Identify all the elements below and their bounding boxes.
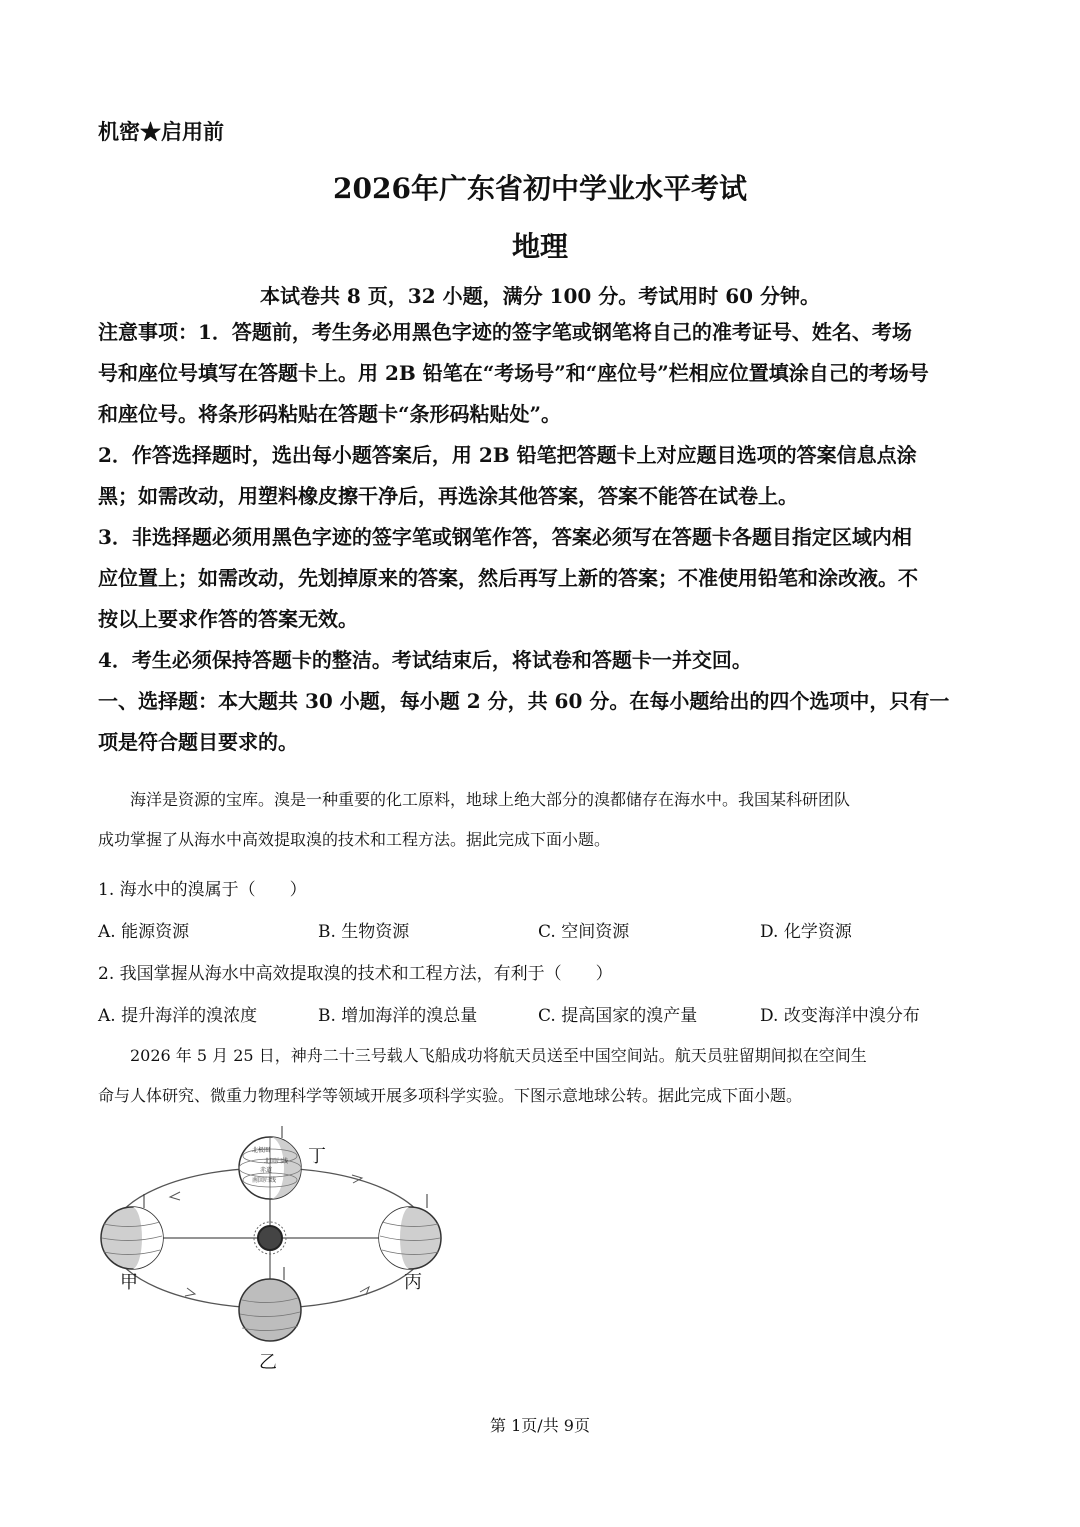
notice-line: 应位置上；如需改动，先划掉原来的答案，然后再写上新的答案；不准使用铅笔和涂改液。不 <box>98 566 918 590</box>
secret-mark: 机密★启用前 <box>98 119 224 144</box>
globe-text: 赤道 <box>260 1167 273 1174</box>
passage-line: 2026 年 5 月 25 日，神舟二十三号载人飞船成功将航天员送至中国空间站。航天员驻留期间拟在空间生 <box>98 1046 867 1065</box>
passage-line: 海洋是资源的宝库。溴是一种重要的化工原料，地球上绝大部分的溴都储存在海水中。我国某科研团队 <box>98 790 851 809</box>
question-1-stem: 1. 海水中的溴属于（ ） <box>98 880 307 900</box>
notice-line: 按以上要求作答的答案无效。 <box>98 607 358 631</box>
notice-line: 注意事项：1．答题前，考生务必用黑色字迹的签字笔或钢笔将自己的准考证号、姓名、考场 <box>98 320 912 344</box>
label-yi: 乙 <box>259 1352 277 1373</box>
exam-summary: 本试卷共 8 页，32 小题，满分 100 分。考试用时 60 分钟。 <box>259 284 821 308</box>
section-heading-line: 项是符合题目要求的。 <box>98 730 298 754</box>
label-ding: 丁 <box>308 1146 326 1167</box>
notice-line: 3．非选择题必须用黑色字迹的签字笔或钢笔作答，答案必须写在答题卡各题目指定区域内相 <box>98 525 912 549</box>
label-bing: 丙 <box>404 1272 422 1293</box>
passage-line: 成功掌握了从海水中高效提取溴的技术和工程方法。据此完成下面小题。 <box>98 830 611 849</box>
orbit-arrow <box>170 1192 180 1200</box>
q1-option-b: B. 生物资源 <box>318 922 410 942</box>
question-2-stem: 2. 我国掌握从海水中高效提取溴的技术和工程方法，有利于（ ） <box>98 964 613 984</box>
notice-block <box>98 312 949 763</box>
q1-option-d: D. 化学资源 <box>760 922 852 942</box>
passage-bromine <box>98 780 850 860</box>
subject-title: 地理 <box>511 230 568 263</box>
q2-option-c: C. 提高国家的溴产量 <box>538 1006 698 1026</box>
passage-line: 命与人体研究、微重力物理科学等领域开展多项科学实验。下图示意地球公转。据此完成下面小题。 <box>98 1086 803 1105</box>
sun-icon <box>258 1226 282 1250</box>
earth-revolution-diagram <box>92 1120 462 1370</box>
globe-text: 南回归线 <box>252 1177 277 1184</box>
globe-jia-icon <box>101 1194 163 1269</box>
label-jia: 甲 <box>120 1272 138 1293</box>
globe-text: 北回归线 <box>264 1158 289 1165</box>
notice-line: 和座位号。将条形码粘贴在答题卡“条形码粘贴处”。 <box>98 402 562 426</box>
section-heading-line: 一、选择题：本大题共 30 小题，每小题 2 分，共 60 分。在每小题给出的四个选项中，只有一 <box>98 689 950 713</box>
globe-bing-icon <box>379 1194 441 1269</box>
globe-ding-icon <box>239 1126 301 1199</box>
orbit-arrow <box>185 1288 195 1296</box>
notice-line: 号和座位号填写在答题卡上。用 2B 铅笔在“考场号”和“座位号”栏相应位置填涂自己的考场号 <box>98 361 929 385</box>
exam-title: 2026年广东省初中学业水平考试 <box>333 172 747 205</box>
page-footer: 第 1页/共 9页 <box>490 1416 590 1435</box>
globe-text: 北极圈 <box>252 1147 271 1154</box>
q1-option-c: C. 空间资源 <box>538 922 630 942</box>
notice-line: 黑；如需改动，用塑料橡皮擦干净后，再选涂其他答案，答案不能答在试卷上。 <box>98 484 798 508</box>
q1-option-a: A. 能源资源 <box>98 922 190 942</box>
notice-line: 4．考生必须保持答题卡的整洁。考试结束后，将试卷和答题卡一并交回。 <box>98 648 752 672</box>
passage-shenzhou <box>98 1036 867 1116</box>
q2-option-b: B. 增加海洋的溴总量 <box>318 1006 478 1026</box>
notice-line: 2．作答选择题时，选出每小题答案后，用 2B 铅笔把答题卡上对应题目选项的答案信息点涂 <box>98 443 917 467</box>
q2-option-a: A. 提升海洋的溴浓度 <box>98 1006 258 1026</box>
q2-option-d: D. 改变海洋中溴分布 <box>760 1006 920 1026</box>
